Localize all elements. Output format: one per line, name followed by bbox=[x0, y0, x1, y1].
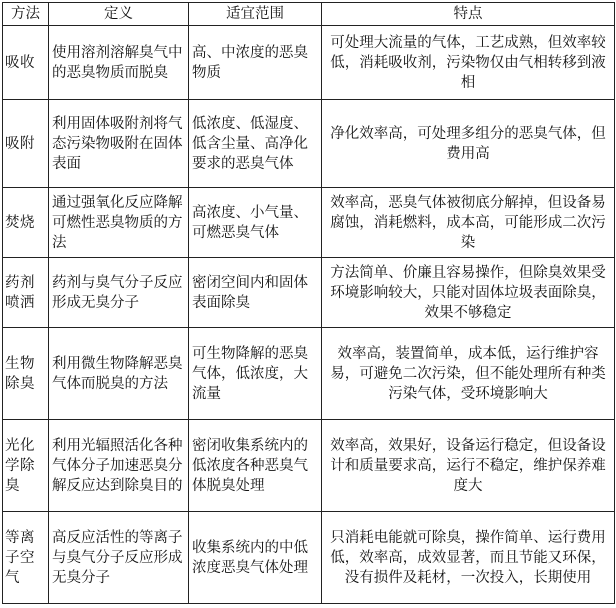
definition-cell: 使用溶剂溶解臭气中的恶臭物质而脱臭 bbox=[49, 26, 189, 100]
method-cell: 焚烧 bbox=[3, 188, 49, 258]
table-row bbox=[3, 512, 615, 604]
features-cell: 净化效率高，可处理多组分的恶臭气体，但费用高 bbox=[322, 100, 615, 188]
scope-cell: 密闭空间内和固体表面除臭 bbox=[189, 258, 322, 328]
deodorization-methods-table bbox=[2, 2, 615, 604]
scope-cell: 低浓度、低湿度、低含尘量、高净化要求的恶臭气体 bbox=[189, 100, 322, 188]
features-cell: 效率高，恶臭气体被彻底分解掉，但设备易腐蚀，消耗燃料，成本高，可能形成二次污染 bbox=[322, 188, 615, 258]
features-cell: 效率高，效果好，设备运行稳定，但设备设计和质量要求高，运行不稳定，维护保养难度大 bbox=[322, 420, 615, 512]
definition-cell: 通过强氧化反应降解可燃性恶臭物质的方法 bbox=[49, 188, 189, 258]
header-row bbox=[3, 3, 615, 26]
header-features: 特点 bbox=[322, 3, 615, 26]
scope-cell: 密闭收集系统内的低浓度各种恶臭气体脱臭处理 bbox=[189, 420, 322, 512]
definition-cell: 药剂与臭气分子反应形成无臭分子 bbox=[49, 258, 189, 328]
table-row bbox=[3, 100, 615, 188]
header-method: 方法 bbox=[3, 3, 49, 26]
method-cell: 生物除臭 bbox=[3, 328, 49, 420]
table-row bbox=[3, 420, 615, 512]
scope-cell: 收集系统内的中低浓度恶臭气体处理 bbox=[189, 512, 322, 604]
method-cell: 吸收 bbox=[3, 26, 49, 100]
features-cell: 效率高，装置简单，成本低，运行维护容易，可避免二次污染，但不能处理所有种类污染气体，受环境影响大 bbox=[322, 328, 615, 420]
header-definition: 定义 bbox=[49, 3, 189, 26]
definition-cell: 利用光辐照活化各种气体分子加速恶臭分解反应达到除臭目的 bbox=[49, 420, 189, 512]
scope-cell: 高、中浓度的恶臭物质 bbox=[189, 26, 322, 100]
scope-cell: 高浓度、小气量、可燃恶臭气体 bbox=[189, 188, 322, 258]
table-row bbox=[3, 258, 615, 328]
method-cell: 等离子空气 bbox=[3, 512, 49, 604]
definition-cell: 高反应活性的等离子与臭气分子反应形成无臭分子 bbox=[49, 512, 189, 604]
method-cell: 药剂喷洒 bbox=[3, 258, 49, 328]
definition-cell: 利用微生物降解恶臭气体而脱臭的方法 bbox=[49, 328, 189, 420]
definition-cell: 利用固体吸附剂将气态污染物吸附在固体表面 bbox=[49, 100, 189, 188]
features-cell: 方法简单、价廉且容易操作，但除臭效果受环境影响较大，只能对固体垃圾表面除臭，效果不够稳定 bbox=[322, 258, 615, 328]
method-cell: 吸附 bbox=[3, 100, 49, 188]
table-row bbox=[3, 26, 615, 100]
scope-cell: 可生物降解的恶臭气体，低浓度，大流量 bbox=[189, 328, 322, 420]
method-cell: 光化学除臭 bbox=[3, 420, 49, 512]
features-cell: 可处理大流量的气体，工艺成熟，但效率较低，消耗吸收剂，污染物仅由气相转移到液相 bbox=[322, 26, 615, 100]
table-row bbox=[3, 188, 615, 258]
features-cell: 只消耗电能就可除臭，操作简单、运行费用低，效率高，成效显著，而且节能又环保，没有损件及耗材，一次投入，长期使用 bbox=[322, 512, 615, 604]
table-row bbox=[3, 328, 615, 420]
header-scope: 适宜范围 bbox=[189, 3, 322, 26]
